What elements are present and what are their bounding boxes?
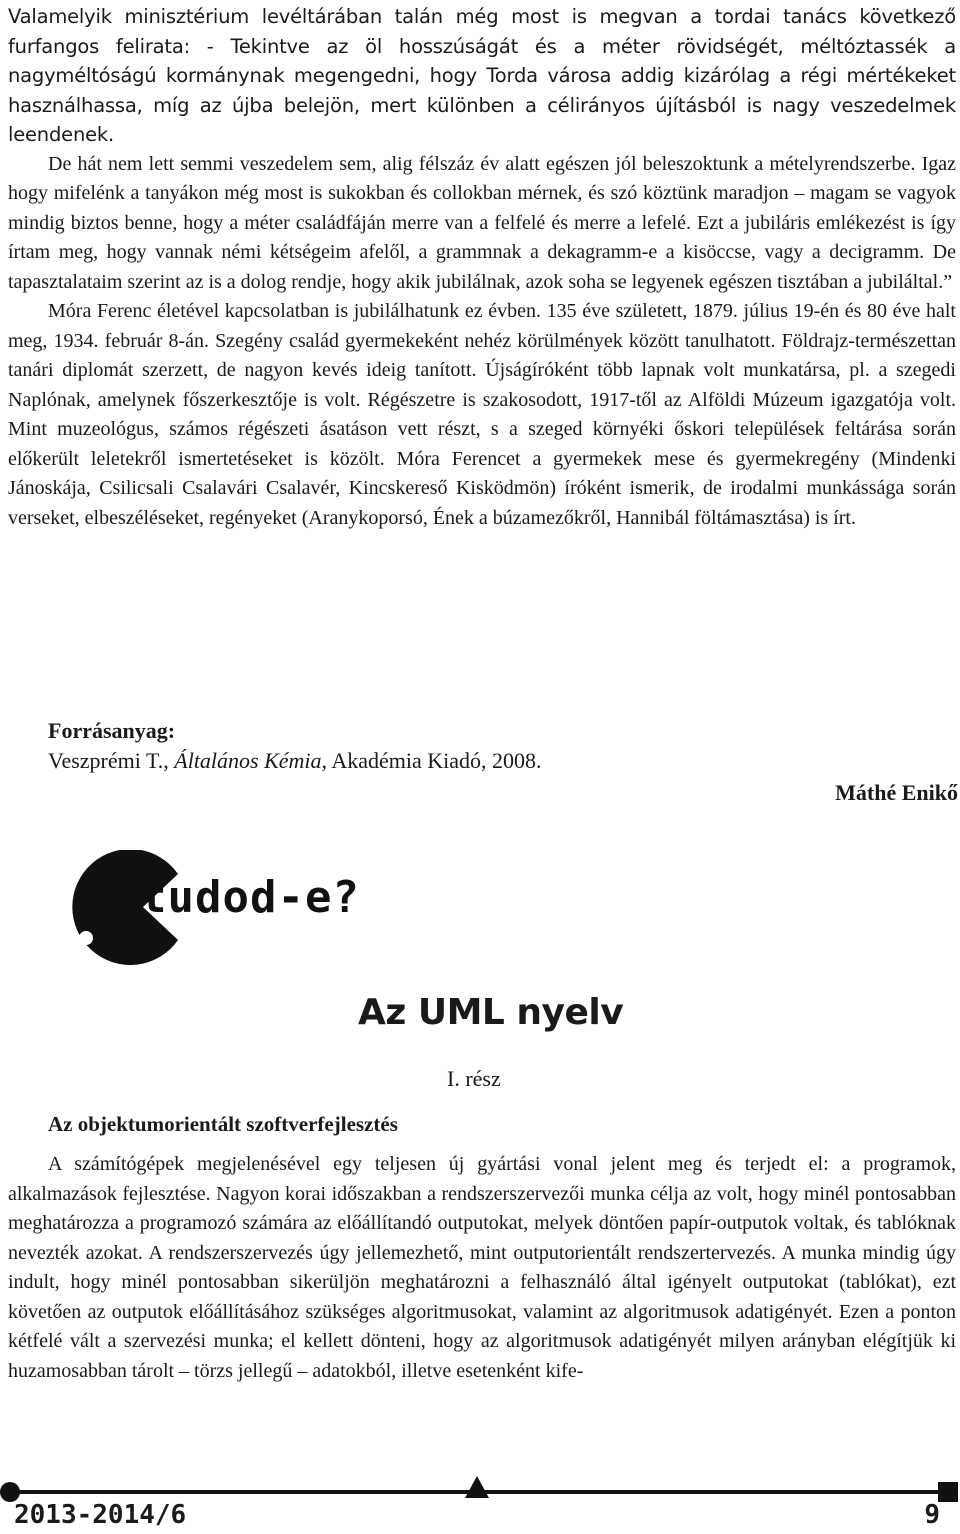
source-citation: [48, 748, 542, 774]
article-body-mora: [8, 2, 956, 533]
page-number: 9: [924, 1500, 940, 1530]
author-name: Máthé Enikő: [835, 780, 958, 805]
body-paragraph: Móra Ferenc életével kapcsolatban is jubilálhatunk ez évben. 135 éve született, 1879. július 19-én és 80 éve halt meg, 1934. február 8-án. Szegény család gyermekeként nehéz körülmények között tanulhatott. Földrajz-természettan tanári diplomát szerzett, de nagyon kevés ideig tanított. Újságíróként több lapnak volt munkatársa, pl. a szegedi Naplónak, amelynek főszerkesztője is volt. Régészetre is szakosodott, 1917-től az Alföldi Múzeum igazgatója volt. Mint muzeológus, számos régészeti ásatáson vett részt, s a szeged környéki őskori települések feltárása során előkerült leletekről ismertetéseket is közölt. Móra Ferencet a gyermekek mese és gyermekregény (Mindenki Jánoskája, Csilicsali Csalavári Csalavér, Kincskereső Kisködmön) íróként ismerik, de irodalmi munkássága során verseket, elbeszéléseket, regényeket (Aranykoporsó, Ének a búzamezőkről, Hannibál föltámasztása) is írt.: [8, 300, 956, 529]
footer-square-icon: [938, 1482, 958, 1502]
article-body-uml: [8, 1150, 956, 1386]
source-suffix: , Akadémia Kiadó, 2008.: [321, 748, 542, 773]
source-prefix: Veszprémi T.,: [48, 748, 175, 773]
source-book-title: Általános Kémia: [174, 748, 322, 773]
footer-triangle-icon: [465, 1476, 489, 1498]
pacman-eye: [79, 931, 93, 945]
article-title: Az UML nyelv: [358, 992, 624, 1033]
issue-number: 2013-2014/6: [14, 1500, 187, 1530]
quote-paragraph: Valamelyik minisztérium levéltárában talán még most is megvan a tordai tanács következő furfangos felirata: - Tekintve az öl hosszúságát és a méter rövidségét, méltóztassék a nagyméltóságú kormánynak megengedni, hogy Torda városa addig kizárólag a régi mértékeket használhassa, míg az újba belejön, mert különben a célirányos újításból is nagy veszedelmek leendenek.: [8, 5, 956, 146]
article-part: I. rész: [447, 1066, 501, 1091]
body-paragraph: De hát nem lett semmi veszedelem sem, alig félszáz év alatt egészen jól beleszoktunk a mételyrendszerbe. Igaz hogy mifelénk a tanyákon még most is sukokban és collokban mérnek, és szó köztünk maradjon – magam se vagyok mindig biztos benne, hogy a méter családfáján merre van a felfelé és merre a lefelé. Ezt a jubiláris emlékezést is így írtam meg, hogy vannak némi kétségeim afelől, a grammnak a dekagramm-e a kisöccse, vagy a decigramm. De tapasztalataim szerint az is a dolog rendje, hogy akik jubilálnak, azok soha se legyenek egészen tisztában a jubiláltal.”: [8, 152, 956, 293]
body-paragraph: A számítógépek megjelenésével egy teljesen új gyártási vonal jelent meg és terjedt el: a programok, alkalmazások fejlesztése. Nagyon korai időszakban a rendszerszervezői munka célja az volt, hogy minél pontosabban meghatározza a programozó számára az előállítandó outputokat, melyek döntően papír-outputok voltak, és tablóknak nevezték azokat. A rendszerszervezés úgy jellemezhető, mint outputorientált rendszertervezés. A munka mindig úgy indult, hogy minél pontosabban sikerüljön meghatározni a felhasználó által igényelt outputokat (tablókat), ezt követően az outputok előállításához szükséges algoritmusokat, valamint az algoritmusok adatigényét. Ezen a ponton kétfelé vált a szervezési munka; el kellett dönteni, hogy az algoritmusok adatigényét milyen arányban elégítjük ki huzamosabban tárolt – törzs jellegű – adatokból, illetve esetenként kife-: [8, 1153, 956, 1382]
section-heading: Az objektumorientált szoftverfejlesztés: [48, 1112, 398, 1136]
source-heading: Forrásanyag:: [48, 718, 176, 743]
logo-text: tudod-e?: [140, 872, 360, 923]
